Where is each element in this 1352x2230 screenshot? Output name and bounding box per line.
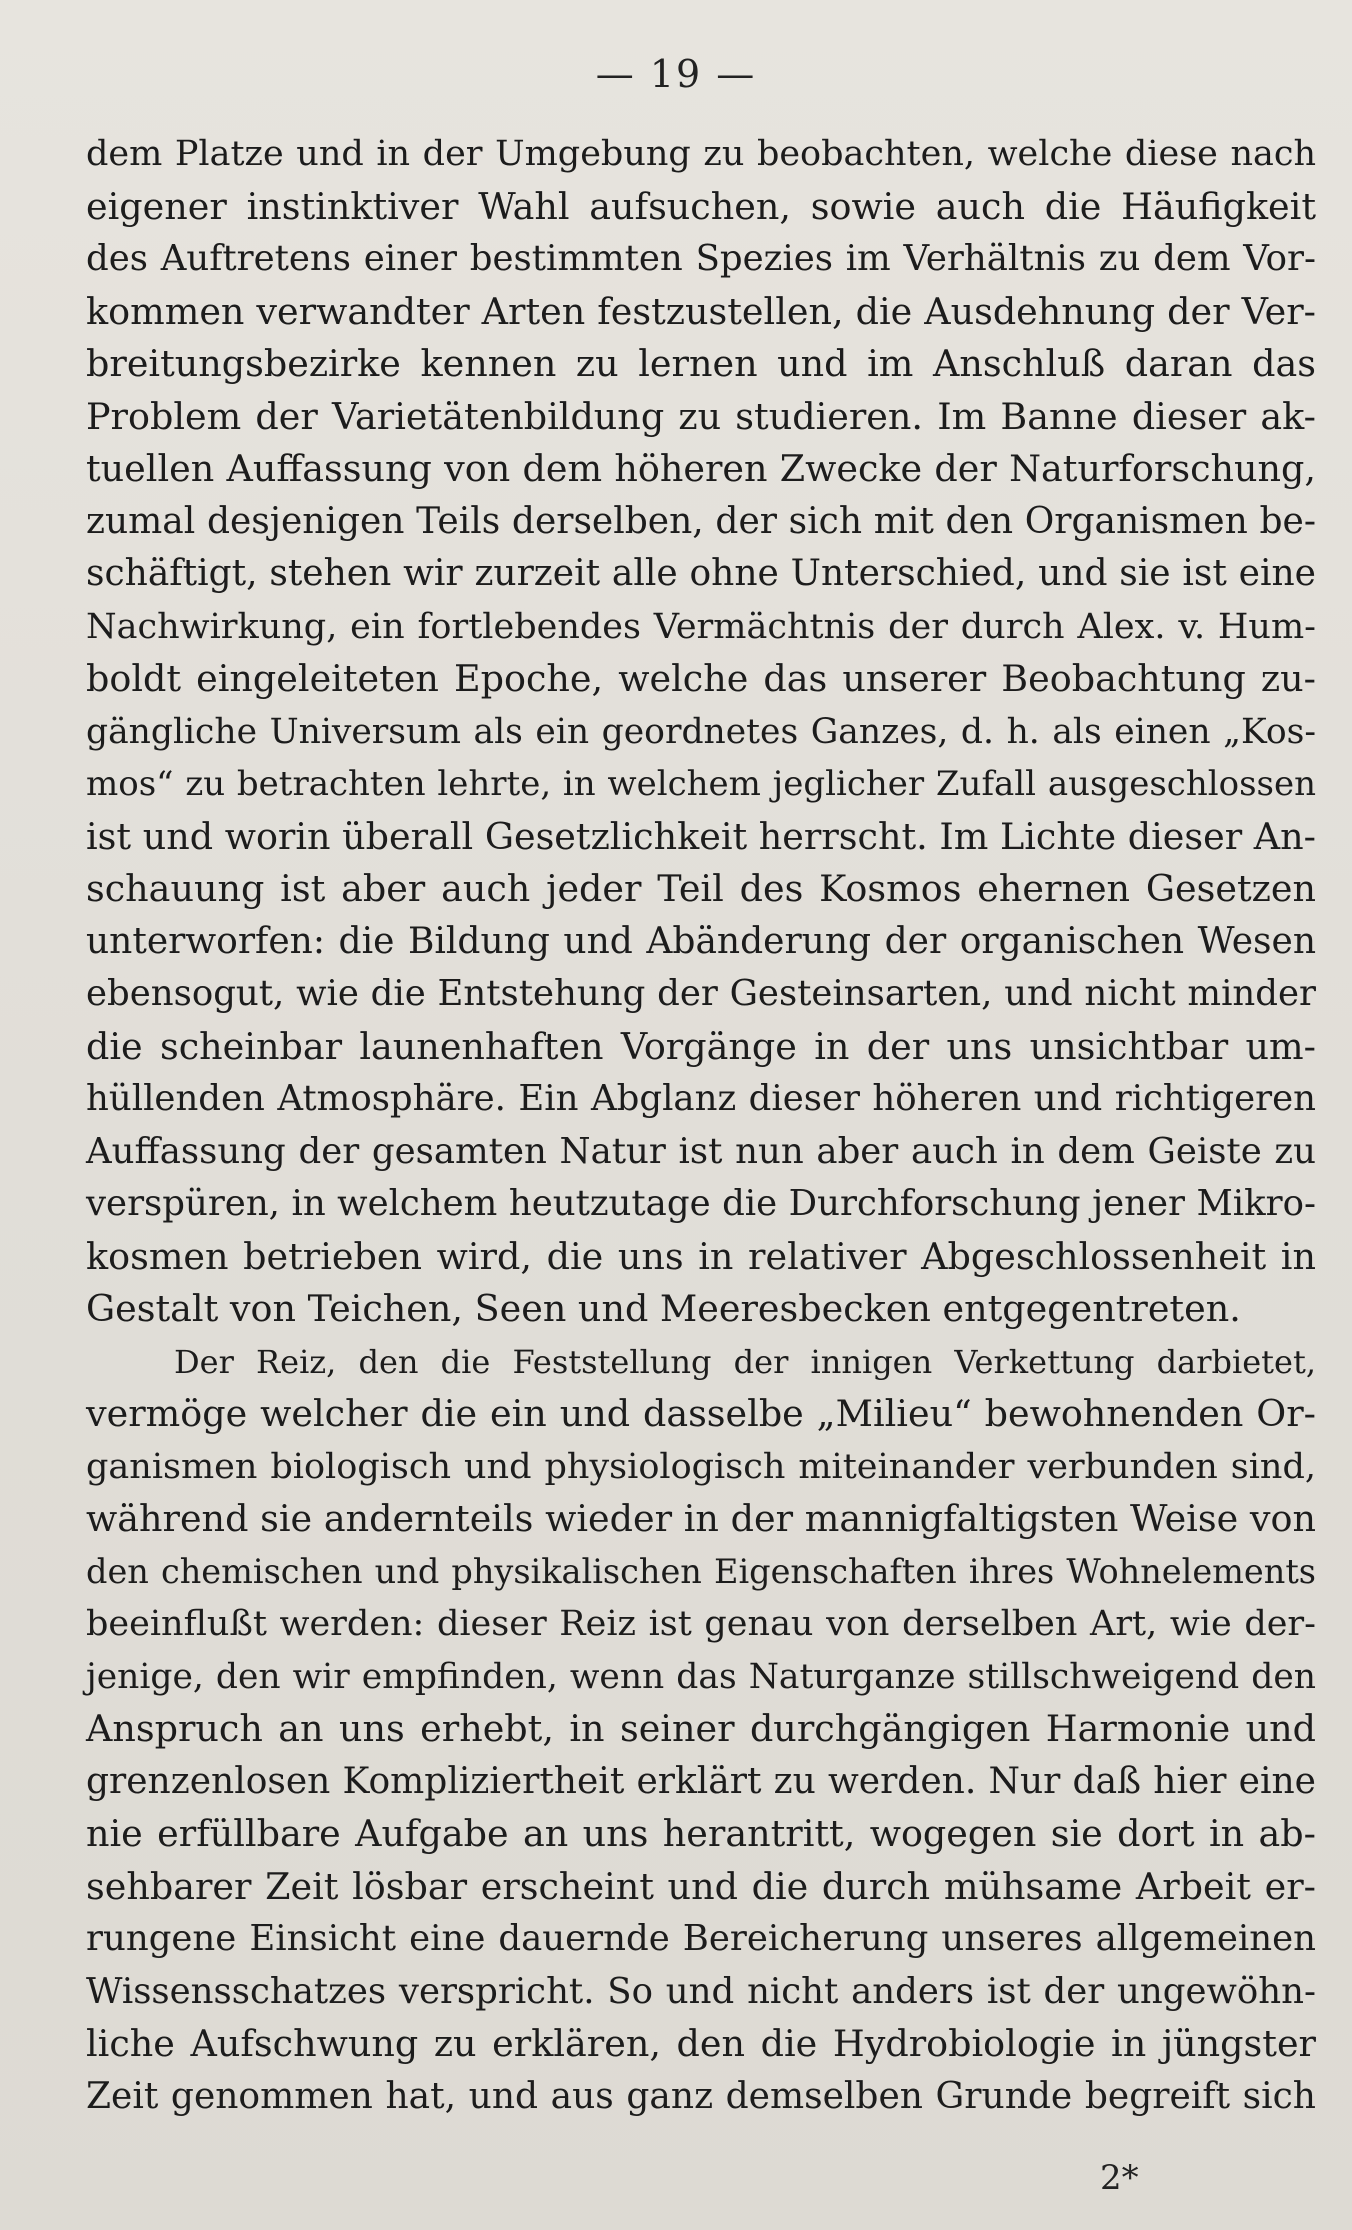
text-line: unterworfen: die Bildung und Abänderung der organischen Wesen [86, 920, 1316, 962]
text-line: den chemischen und physikalischen Eigenschaften ihres Wohnelements [86, 1551, 1316, 1591]
text-line: während sie andernteils wieder in der mannigfaltigsten Weise von [86, 1497, 1316, 1540]
text-line: dem Platze und in der Umgebung zu beobachten, welche diese nach [86, 134, 1316, 174]
paragraph-1 [86, 128, 1316, 1336]
text-line: Anspruch an uns erhebt, in seiner durchgängigen Harmonie und [86, 1707, 1316, 1750]
text-line: ebensogut, wie die Entstehung der Gesteinsarten, und nicht minder [86, 973, 1316, 1014]
text-line: Zeit genommen hat, und aus ganz demselben Grunde begreift sich [86, 2075, 1316, 2117]
text-line: die scheinbar launenhaften Vorgänge in der uns unsichtbar um- [86, 1024, 1316, 1068]
text-line: vermöge welcher die ein und dasselbe „Milieu“ bewohnenden Or- [86, 1392, 1316, 1435]
text-line: boldt eingeleiteten Epoche, welche das unserer Beobachtung zu- [86, 657, 1316, 700]
text-line: Der Reiz, den die Feststellung der innigen Verkettung darbietet, [174, 1342, 1316, 1381]
text-line: sehbarer Zeit lösbar erscheint und die durch mühsame Arbeit er- [86, 1864, 1316, 1908]
text-line: hüllenden Atmosphäre. Ein Abglanz dieser höheren und richtigeren [86, 1078, 1316, 1119]
text-line: nie erfüllbare Aufgabe an uns herantritt, wogegen sie dort in ab- [86, 1812, 1316, 1855]
text-line: ist und worin überall Gesetzlichkeit herrscht. Im Lichte dieser An- [86, 814, 1316, 858]
text-line: des Auftretens einer bestimmten Spezies im Verhältnis zu dem Vor- [86, 238, 1316, 279]
text-line: Problem der Varietätenbildung zu studieren. Im Banne dieser ak- [86, 394, 1316, 438]
text-line: liche Aufschwung zu erklären, den die Hydrobiologie in jüngster [86, 2022, 1316, 2065]
text-line: kommen verwandter Arten festzustellen, die Ausdehnung der Ver- [86, 289, 1316, 333]
page-number: — 19 — [595, 52, 757, 96]
text-line: rungene Einsicht eine dauernde Bereicherung unseres allgemeinen [86, 1918, 1316, 1959]
text-line: verspüren, in welchem heutzutage die Durchforschung jener Mikro- [86, 1183, 1316, 1224]
text-line: gängliche Universum als ein geordnetes Ganzes, d. h. als einen „Kos- [86, 711, 1316, 752]
text-line: Auffassung der gesamten Natur ist nun aber auch in dem Geiste zu [86, 1130, 1316, 1172]
paragraph-2 [86, 1336, 1316, 2124]
text-line: beeinflußt werden: dieser Reiz ist genau von derselben Art, wie der- [86, 1604, 1316, 1644]
text-line: zumal desjenigen Teils derselben, der sich mit den Organismen be- [86, 500, 1316, 542]
signature-mark: 2* [1100, 2158, 1139, 2198]
text-line: Nachwirkung, ein fortlebendes Vermächtnis der durch Alex. v. Hum- [86, 606, 1316, 647]
text-line: kosmen betrieben wird, die uns in relativer Abgeschlossenheit in [86, 1234, 1316, 1278]
text-line: jenige, den wir empfinden, wenn das Naturganze stillschweigend den [86, 1656, 1316, 1697]
text-line: mos“ zu betrachten lehrte, in welchem jeglicher Zufall ausgeschlossen [86, 764, 1316, 804]
text-line: schauung ist aber auch jeder Teil des Kosmos ehernen Gesetzen [86, 867, 1316, 910]
text-line: Gestalt von Teichen, Seen und Meeresbecken entgegentreten. [86, 1287, 1241, 1330]
text-line: grenzenlosen Kompliziertheit erklärt zu werden. Nur daß hier eine [86, 1760, 1316, 1802]
text-line: eigener instinktiver Wahl aufsuchen, sowie auch die Häufigkeit [86, 184, 1316, 228]
text-line: Wissensschatzes verspricht. So und nicht anders ist der ungewöhn- [86, 1970, 1316, 2012]
text-line: tuellen Auffassung von dem höheren Zwecke der Naturforschung, [86, 447, 1316, 490]
text-line: ganismen biologisch und physiologisch miteinander verbunden sind, [86, 1446, 1316, 1487]
body-text [86, 128, 1316, 2123]
text-line: schäftigt, stehen wir zurzeit alle ohne Unterschied, und sie ist eine [86, 553, 1316, 594]
text-line: breitungsbezirke kennen zu lernen und im Anschluß daran das [86, 342, 1316, 385]
